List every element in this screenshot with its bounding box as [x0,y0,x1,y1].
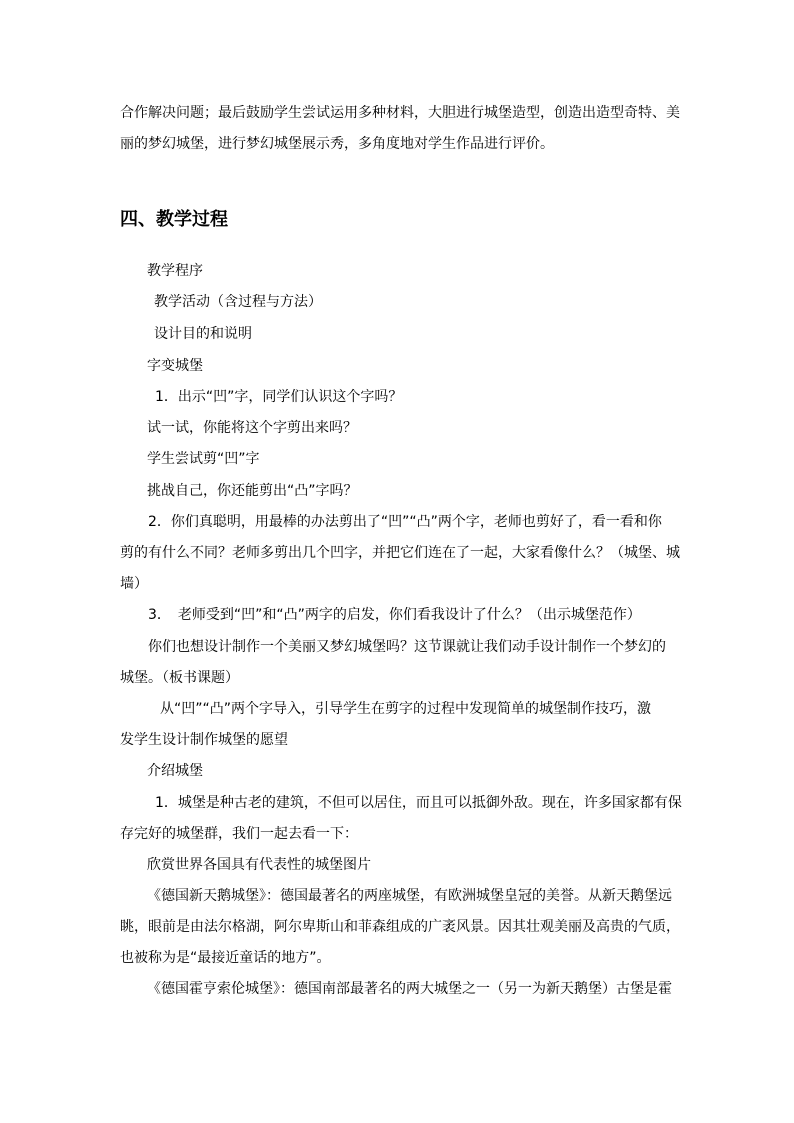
body-line: 字变城堡 [147,358,203,374]
body-line: 挑战自己，你还能剪出“凸”字吗？ [147,483,358,499]
body-line: 从“凹”“凸”两个字导入，引导学生在剪字的过程中发现简单的城堡制作技巧，激 [160,701,652,717]
body-line: 教学活动（含过程与方法） [154,294,322,310]
body-line: 设计目的和说明 [154,326,252,342]
body-line: 发学生设计制作城堡的愿望 [120,732,288,748]
body-line: 1．城堡是种古老的建筑，不但可以居住，而且可以抵御外敌。现在，许多国家都有保 [155,795,682,811]
body-line: 1．出示“凹”字，同学们认识这个字吗？ [155,389,403,405]
body-line: 《德国新天鹅城堡》：德国最著名的两座城堡，有欧洲城堡皇冠的美誉。从新天鹅堡远 [147,888,672,904]
body-line: 2．你们真聪明，用最棒的办法剪出了“凹”“凸”两个字，老师也剪好了，看一看和你 [148,514,662,530]
body-line: 教学程序 [147,263,203,279]
body-line: 存完好的城堡群，我们一起去看一下： [120,826,358,842]
body-line: 你们也想设计制作一个美丽又梦幻城堡吗？这节课就让我们动手设计制作一个梦幻的 [148,639,666,655]
body-line: 试一试，你能将这个字剪出来吗？ [147,420,357,436]
intro-line-2: 丽的梦幻城堡，进行梦幻城堡展示秀，多角度地对学生作品进行评价。 [120,136,554,152]
body-line: 3． 老师受到“凹”和“凸”两字的启发，你们看我设计了什么？（出示城堡范作） [148,607,641,623]
body-line: 《德国霍亨索伦城堡》：德国南部最著名的两大城堡之一（另一为新天鹅堡）古堡是霍 [147,981,672,997]
section-title: 四、教学过程 [120,209,228,230]
intro-line-1: 合作解决问题；最后鼓励学生尝试运用多种材料，大胆进行城堡造型，创造出造型奇特、美 [120,105,680,121]
body-line: 城堡。（板书课题） [120,670,239,686]
body-line: 剪的有什么不同？老师多剪出几个凹字，并把它们连在了一起，大家看像什么？（城堡、城 [120,545,680,561]
body-line: 眺，眼前是由法尔格湖，阿尔卑斯山和菲森组成的广袤风景。因其壮观美丽及高贵的气质， [120,919,680,935]
body-line: 学生尝试剪“凹”字 [147,451,260,467]
body-line: 欣赏世界各国具有代表性的城堡图片 [147,857,371,873]
body-line: 墙） [120,576,148,592]
body-line: 也被称为是“最接近童话的地方”。 [120,950,331,966]
body-line: 介绍城堡 [147,763,203,779]
